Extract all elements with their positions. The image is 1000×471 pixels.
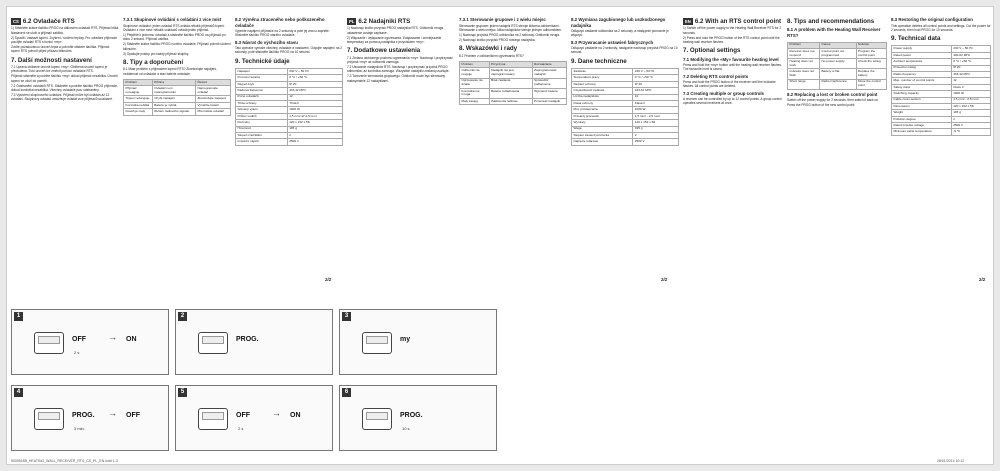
tech-value: 230 V ~ 50 Hz bbox=[951, 46, 990, 52]
figure-duration: 3 min. bbox=[74, 426, 85, 431]
figure-panel bbox=[175, 309, 333, 375]
tech-value: 400-62 MHz bbox=[951, 52, 990, 58]
pl-heading-6-2: 6.2 Nadajniki RTS bbox=[358, 18, 411, 25]
tech-label: Rated impulse voltage bbox=[892, 123, 952, 129]
tech-value: 120 x 152 x 58 bbox=[951, 103, 990, 109]
cs-troubleshooting-table: Problém Příčina Řešení Přijímač nereaguje Ovladač není naprogramován Naprogramujte ovladač Topení nefunguje Chybí napájení Zkontrolujte zapojení Kontrolka nebliká Baterie je vybitá Vyměňte baterii Dosah je malý Rušení rádiového signálu Přemístěte ovladač bbox=[123, 79, 231, 116]
en-troubleshooting-table: Problem Cause Solution Receiver does not respond Control point not programmed Program the control point Heating does not work No power supply Check the wiring Indicator does not flash Battery is flat Replace the battery Short range Radio interference Move the control point bbox=[787, 42, 887, 90]
en-heading-8-1: 8.1 A problem with the Heating Wall Receiver RTS? bbox=[787, 27, 881, 38]
cs-heading-9: 9. Technické údaje bbox=[235, 57, 290, 65]
figure-number: 6 bbox=[342, 388, 351, 397]
tech-value: 195 g bbox=[951, 110, 990, 116]
cs-column-3: 8.2 Výměna ztraceného nebo poškozeného ovladače Vypněte napájení přijímače na 2 sekundy a poté jej znovu zapněte. Stiskněte tlačítko PROG starého ovladače. 8.3 Návrat do výchozího stavu Tato operace vymaže všechny ovladače a nastavení. Odpojte napájení na 2 sekundy, poté stiskněte tlačítko PROG na 10 sekund. 9. Technické údaje Napájení 230 V ~ 50 Hz Provozní teplota 0 °C / +50 °C Stupeň krytí IP 20 Rádiová frekvence 433,42 MHz Počet ovladačů 12 Třída ochrany Třída II Spínaný výkon 1000 W Průřez vodičů 1,5 mm² až 2,5 mm² Rozměry 120 x 152 x 58 Hmotnost 195 g Stupeň znečištění 2 Impulzní napětí 2500 V bbox=[235, 15, 343, 146]
figure-number: 5 bbox=[178, 388, 187, 397]
en-column-2: 8. Tips and recommendations 8.1 A problem with the Heating Wall Receiver RTS? Problem Cause Solution Receiver does not respond Control point not programmed Program the control point Heating does not work No power supply Check the wiring Indicator does not flash Battery is flat Replace the battery Short range Radio interference Move the control point 8.2 Replacing a lost or broken control point Switch off the power supply for 2 seconds, then switch it back on. Press the PROG button of the new control point. bbox=[787, 15, 887, 108]
figure-panel bbox=[175, 385, 333, 451]
figure-label: OFF bbox=[236, 412, 250, 419]
cs-column-2: 7.3.1 Skupinové ovládání s ovládání z více míst Skupinové ovládání: jeden ovladač RTS ovládá několik přijímačů topení. Ovládání z více míst: několik ovladačů ovládá jeden přijímač. 1) Přejděte k jednomu ovladači a stiskněte tlačítko PROG na přijímači po dobu 2 sekund. Přijímač zabliká. 2) Stiskněte krátce tlačítko PROG nového ovladače. Přijímač potvrdí uložení bliknutím. 3) Opakujte postup pro každý přijímač skupiny. 8. Tipy a doporučení 8.1 Máte problém s přijímačem topení RTS? Zkontrolujte napájení, vzdálenost od ovladače a stav baterie ovladače. Problém Příčina Řešení Přijímač nereaguje Ovladač není naprogramován Naprogramujte ovladač Topení nefunguje Chybí napájení Zkontrolujte zapojení Kontrolka nebliká Baterie je vybitá Vyměňte baterii Dosah je malý Rušení rádiového signálu Přemístěte ovladač bbox=[123, 15, 231, 116]
figure-label: PROG. bbox=[72, 412, 95, 419]
tech-label: Safety class bbox=[892, 84, 952, 90]
en-technical-table bbox=[891, 45, 991, 135]
pl-page-number: 2/2 bbox=[661, 277, 668, 282]
receiver-device-icon bbox=[34, 408, 64, 430]
en-heading-7-2: 7.2 Deleting RTS control points bbox=[683, 73, 749, 79]
device-screen bbox=[202, 412, 224, 420]
pl-heading-7: 7. Dodatkowe ustawienia bbox=[347, 47, 421, 55]
figure-panel bbox=[339, 385, 497, 451]
cs-language-badge: CS bbox=[13, 19, 19, 24]
cs-heading-8: 8. Tipy a doporučení bbox=[123, 59, 184, 67]
figure-panel bbox=[11, 309, 169, 375]
device-screen bbox=[366, 412, 388, 420]
figure-duration: 2 s bbox=[74, 350, 80, 355]
footer-date: 28/01/2014 10:12 bbox=[937, 459, 965, 463]
en-step-2: 2) Press and hold the PROG button of the RTS control point until the heating wall receiver flashes. bbox=[683, 35, 780, 45]
cs-page-number: 2/2 bbox=[325, 277, 332, 282]
tech-value: 12 bbox=[951, 78, 990, 84]
tech-value: Class II bbox=[951, 84, 990, 90]
tech-label: Max. number of control points bbox=[892, 78, 952, 84]
pl-column-1: PL 6.2 Nadajniki RTS 1) Nacisnąć krótko przycisk PROG nadajnika RTS. Odbiornik mruga, ustawienie zostaje zapisane. 2) Włączanie / wyłączanie ogrzewania. Zwiększanie / zmniejszanie temperatury za pomocą nadajnika z przyciskiem «my». 7. Dodatkowe ustawienia 7.1 Zmiana ulubionego poziomu ogrzewania «my». Nacisnąć i przytrzymać przycisk «my» aż odbiornik zamruga. 7.2 Usuwanie nadajników RTS. Nacisnąć i przytrzymać przycisk PROG odbiornika, aż kontrolka zamruga. Wszystkie nadajniki zostaną usunięte. 7.3 Tworzenie sterowania grupowego. Odbiornik może być sterowany maksymalnie 12 nadajnikami. bbox=[347, 15, 455, 84]
pl-technical-table: Zasilanie 230 V ~ 50 Hz Temperatura pracy 0 °C / +50 °C Stopień ochrony IP 20 Częstotliwość radiowa 433,42 MHz Liczba nadajników 12 Klasa ochrony Klasa II Moc przełączania 1000 W Przekrój przewodu 1,5 mm² - 2,5 mm² Wymiary 120 x 152 x 58 Waga 195 g Stopień zanieczyszczenia 2 Napięcie udarowe 2500 V bbox=[571, 68, 679, 146]
tech-value: 1.5 mm² - 2.5 mm² bbox=[951, 97, 990, 103]
tech-label: Pollution degree bbox=[892, 116, 952, 122]
device-screen bbox=[38, 336, 60, 344]
receiver-device-icon bbox=[362, 408, 392, 430]
arrow-right-icon: → bbox=[108, 332, 117, 342]
figure-duration: 2 s bbox=[238, 426, 244, 431]
arrow-right-icon: → bbox=[108, 408, 117, 418]
tech-label: Cable cross section bbox=[892, 97, 952, 103]
cs-technical-table: Napájení 230 V ~ 50 Hz Provozní teplota 0 °C / +50 °C Stupeň krytí IP 20 Rádiová frekvence 433,42 MHz Počet ovladačů 12 Třída ochrany Třída II Spínaný výkon 1000 W Průřez vodičů 1,5 mm² až 2,5 mm² Rozměry 120 x 152 x 58 Hmotnost 195 g Stupeň znečištění 2 Impulzní napětí 2500 V bbox=[235, 68, 343, 146]
figure-panel bbox=[339, 309, 497, 375]
cs-heading-6-2: 6.2 Ovladače RTS bbox=[22, 18, 75, 25]
figure-number: 4 bbox=[14, 388, 23, 397]
device-screen bbox=[366, 336, 388, 344]
en-heading-6-2: 6.2 With an RTS control point bbox=[694, 18, 782, 25]
en-page-number: 2/2 bbox=[979, 277, 986, 282]
tech-label: Protection rating bbox=[892, 65, 952, 71]
pl-column-3: 8.2 Wymiana zagubionego lub uszkodzonego nadajnika Odłączyć zasilanie odbiornika na 2 sekundy, a następnie ponownie je włączyć. 8.3 Przywracanie ustawień fabrycznych Odłączyć zasilanie na 2 sekundy, następnie nacisnąć przycisk PROG na 10 sekund. 9. Dane techniczne Zasilanie 230 V ~ 50 Hz Temperatura pracy 0 °C / +50 °C Stopień ochrony IP 20 Częstotliwość radiowa 433,42 MHz Liczba nadajników 12 Klasa ochrony Klasa II Moc przełączania 1000 W Przekrój przewodu 1,5 mm² - 2,5 mm² Wymiary 120 x 152 x 58 Waga 195 g Stopień zanieczyszczenia 2 Napięcie udarowe 2500 V bbox=[571, 15, 679, 146]
tech-label: Rated power bbox=[892, 52, 952, 58]
tech-value: 0 °C / +50 °C bbox=[951, 59, 990, 65]
receiver-device-icon bbox=[198, 408, 228, 430]
en-heading-7-1: 7.1 Modifying the «My» favourite heating level bbox=[683, 56, 779, 62]
en-heading-8-2: 8.2 Replacing a lost or broken control point bbox=[787, 91, 878, 97]
figure-duration: 10 s bbox=[402, 426, 410, 431]
tech-label: Weight bbox=[892, 110, 952, 116]
cs-column-1: CS 6.2 Ovladače RTS 1) Stiskněte krátce tlačítko PROG na dálkovém ovladači RTS. Přijímač bliká. Nastavení se uloží a přijímač zabliká. 2) Spustit / zastavit topení. Zvýšení / snížení teploty. Pro ovládání přijímače použijte ovladač RTS s funkcí «my». Zvolte požadovanou úroveň tepla a potvrďte stiskem tlačítka. Přijímač topení RTS potvrdí přijetí příkazu bliknutím. 7. Další možnosti nastavení 7.1 Úprava oblíbené úrovně topení «my». Oblíbená úroveň topení je předvolená. Tuto úroveň lze změnit pomocí ovladače RTS. Přijímač stiskněte a podržte tlačítko «my» dokud přijímač nezabliká. Úroveň topení se uloží do paměti. 7.2 Odstranění ovladačů RTS. Stiskněte a podržte tlačítko PROG přijímače, dokud kontrolka nezabliká. Všechny ovladače jsou odstraněny. 7.3 Vytvoření skupinového ovládání. Přijímač může být ovládán až 12 ovladači. Skupinový ovladač umožňuje ovládat více přijímačů současně. bbox=[11, 18, 119, 102]
figure-end-label: ON bbox=[126, 336, 137, 343]
tech-label: Switching capacity bbox=[892, 91, 952, 97]
en-heading-7: 7. Optional settings bbox=[683, 47, 741, 55]
tech-value: 1000 W bbox=[951, 91, 990, 97]
device-screen bbox=[38, 412, 60, 420]
pl-troubleshooting-table: Problem Przyczyna Rozwiązanie Odbiornik nie reaguje Nadajnik nie jest zaprogramowany Zaprogramować nadajnik Ogrzewanie nie działa Brak zasilania Sprawdzić podłączenie Kontrolka nie mruga Bateria rozładowana Wymienić baterię Mały zasięg Zakłócenia radiowe Przenieść nadajnik bbox=[459, 61, 567, 105]
en-column-1: EN 6.2 With an RTS control point 1) Switch off the power supply to the Heating Wall Receiver RTS for 2 seconds. 2) Press and hold the PROG button of the RTS control point until the heating wall receiver flashes. 7. Optional settings 7.1 Modifying the «My» favourite heating level Press and hold the «my» button until the heating wall receiver flashes. The favourite level is saved. 7.2 Deleting RTS control points Press and hold the PROG button of the receiver until the indicator flashes. All control points are deleted. 7.3 Creating multiple or group controls A receiver can be controlled by up to 12 control points. A group control operates several receivers at once. bbox=[683, 18, 782, 106]
pl-heading-9: 9. Dane techniczne bbox=[571, 57, 627, 65]
en-heading-9: 9. Technical data bbox=[891, 35, 941, 42]
tech-value: 2500 V bbox=[951, 123, 990, 129]
tech-value: 433.42 MHz bbox=[951, 71, 990, 77]
tech-label: Radio frequency bbox=[892, 71, 952, 77]
receiver-device-icon bbox=[34, 332, 64, 354]
en-heading-7-3: 7.3 Creating multiple or group controls bbox=[683, 90, 764, 96]
manual-page bbox=[6, 6, 994, 465]
pl-column-2: 7.3.1 Sterowanie grupowe i z wielu miejsc Sterowanie grupowe: jeden nadajnik RTS steruje kilkoma odbiornikami. Sterowanie z wielu miejsc: kilka nadajników steruje jednym odbiornikiem. 1) Nacisnąć przycisk PROG odbiornika na 2 sekundy. Odbiornik mruga. 2) Nacisnąć krótko przycisk PROG nowego nadajnika. 8. Wskazówki i rady 8.1 Problem z odbiornikiem ogrzewania RTS? Problem Przyczyna Rozwiązanie Odbiornik nie reaguje Nadajnik nie jest zaprogramowany Zaprogramować nadajnik Ogrzewanie nie działa Brak zasilania Sprawdzić podłączenie Kontrolka nie mruga Bateria rozładowana Wymienić baterię Mały zasięg Zakłócenia radiowe Przenieść nadajnik bbox=[459, 15, 567, 105]
figure-end-label: OFF bbox=[126, 412, 140, 419]
figure-end-label: ON bbox=[290, 412, 301, 419]
figure-label: PROG. bbox=[236, 336, 259, 343]
figure-number: 1 bbox=[14, 312, 23, 321]
tech-row bbox=[892, 129, 991, 135]
figure-label: OFF bbox=[72, 336, 86, 343]
pl-heading-8: 8. Wskazówki i rady bbox=[459, 45, 518, 53]
tech-value: IP 20 bbox=[951, 65, 990, 71]
tech-label: Power supply bbox=[892, 46, 952, 52]
en-heading-8-3: 8.3 Restoring the original configuration bbox=[891, 17, 973, 22]
tech-label: Dimensions bbox=[892, 103, 952, 109]
device-screen bbox=[202, 336, 224, 344]
footer-file: 5005918B_HEATING_WALL_RECEIVER_RTS_CS_PL_EN.indd 1-3 bbox=[11, 459, 118, 463]
figure-number: 2 bbox=[178, 312, 187, 321]
en-language-badge: EN bbox=[685, 19, 691, 24]
en-step-1: 1) Switch off the power supply to the Heating Wall Receiver RTS for 2 seconds. bbox=[683, 26, 782, 35]
cs-heading-7: 7. Další možnosti nastavení bbox=[11, 56, 92, 64]
en-column-3: 8.3 Restoring the original configuration This operation deletes all control points and settings. Cut the power for 2 seconds, then hold PROG for 10 seconds. 9. Technical data Power supply 230 V ~ 50 Hz Rated power 400-62 MHz Ambient temperature 0 °C / +50 °C Protection rating IP 20 Radio frequency 433.42 MHz Max. number of control points 12 Safety class Class II Switching capacity 1000 W Cable cross section 1.5 mm² - 2.5 mm² Dimensions 120 x 152 x 58 Weight 195 g Pollution degree 2 Rated impulse voltage 2500 V Minimum cable temperature -5 °C bbox=[891, 15, 991, 136]
tech-label: Minimum cable temperature bbox=[892, 129, 952, 135]
arrow-right-icon: → bbox=[272, 408, 281, 418]
figure-panel bbox=[11, 385, 169, 451]
pl-language-badge: PL bbox=[349, 19, 355, 24]
figure-label: PROG. bbox=[400, 412, 423, 419]
tech-label: Ambient temperature bbox=[892, 59, 952, 65]
tech-value: -5 °C bbox=[951, 129, 990, 135]
figure-number: 3 bbox=[342, 312, 351, 321]
receiver-device-icon bbox=[362, 332, 392, 354]
en-heading-8: 8. Tips and recommendations bbox=[787, 18, 875, 25]
figure-label: my bbox=[400, 336, 411, 343]
receiver-device-icon bbox=[198, 332, 228, 354]
tech-value: 2 bbox=[951, 116, 990, 122]
